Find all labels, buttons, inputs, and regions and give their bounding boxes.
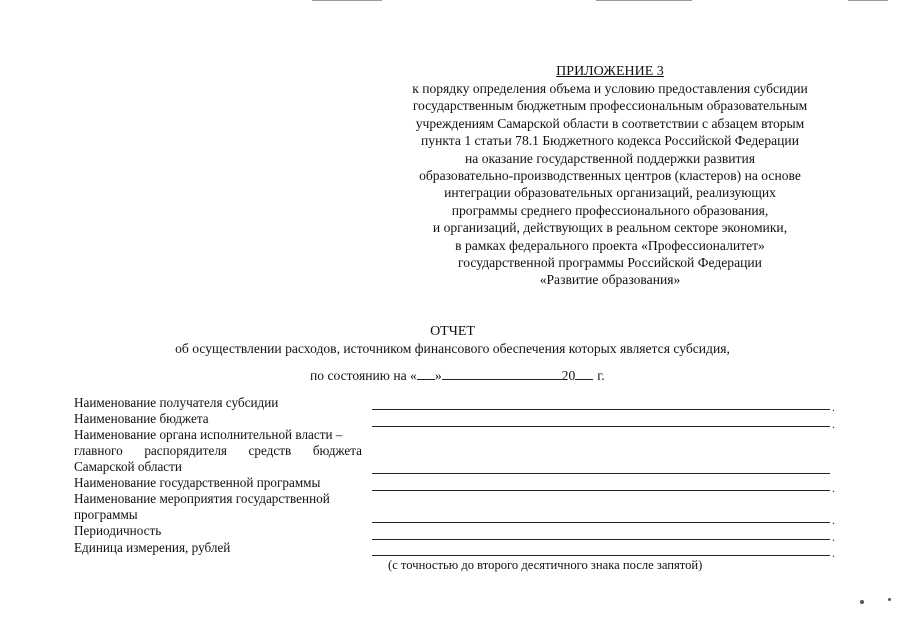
report-subtitle: об осуществлении расходов, источником финансового обеспечения которых является субсидия, <box>175 341 730 356</box>
appendix-line: учреждениям Самарской области в соответствии с абзацем вторым <box>415 115 805 131</box>
appendix-line: на оказание государственной поддержки развития <box>465 150 755 166</box>
date-year: 20 <box>561 368 576 383</box>
appendix-line: интеграции образовательных организаций, реализующих <box>444 185 776 201</box>
date-suffix: г. <box>597 368 605 383</box>
appendix-line: государственным бюджетным профессиональным образовательным <box>412 98 808 114</box>
label-periodicity: Периодичность <box>74 523 162 538</box>
label-recipient: Наименование получателя субсидии <box>74 395 279 410</box>
appendix-description <box>380 80 840 289</box>
periodicity-fill-line[interactable] <box>372 539 830 540</box>
line-end-dot: . <box>832 546 835 560</box>
appendix-line: к порядку определения объема и условию предоставления субсидии <box>412 81 808 96</box>
authority-fill-line[interactable] <box>372 473 830 474</box>
appendix-line: государственной программы Российской Федерации <box>458 255 762 271</box>
scan-artifact <box>596 0 692 1</box>
appendix-line: программы среднего профессионального образования, <box>451 202 769 218</box>
label-authority-line3: Самарской области <box>74 459 182 474</box>
appendix-line: в рамках федерального проекта «Профессионалитет» <box>455 237 765 253</box>
scan-artifact <box>860 600 864 604</box>
line-end-dot: . <box>832 481 835 495</box>
appendix-line: «Развитие образования» <box>539 272 681 288</box>
month-blank[interactable] <box>442 366 562 380</box>
label-unit: Единица измерения, рублей <box>74 540 231 555</box>
line-end-dot: . <box>832 513 835 527</box>
date-mid: » <box>434 368 442 383</box>
label-event-line2: программы <box>74 507 138 522</box>
appendix-title: ПРИЛОЖЕНИЕ 3 <box>556 64 664 79</box>
line-end-dot: . <box>832 530 835 544</box>
line-end-dot: . <box>832 417 835 431</box>
precision-note: (с точностью до второго десятичного знака после запятой) <box>388 558 703 572</box>
budget-fill-line[interactable] <box>372 426 830 427</box>
program-fill-line[interactable] <box>372 490 830 491</box>
label-program: Наименование государственной программы <box>74 475 321 490</box>
label-budget: Наименование бюджета <box>74 411 209 426</box>
label-authority-line2: главного распорядителя средств бюджета <box>74 443 362 458</box>
report-title: ОТЧЕТ <box>430 324 475 339</box>
event-fill-line[interactable] <box>372 522 830 523</box>
appendix-line: и организаций, действующих в реальном секторе экономики, <box>432 220 788 236</box>
label-event-line1: Наименование мероприятия государственной <box>74 491 330 506</box>
year-blank[interactable] <box>575 366 593 380</box>
date-prefix: по состоянию на « <box>310 368 417 383</box>
appendix-line: образовательно-производственных центров (кластеров) на основе <box>419 168 801 184</box>
appendix-line: пункта 1 статьи 78.1 Бюджетного кодекса Российской Федерации <box>421 133 799 149</box>
scan-artifact <box>312 0 382 1</box>
line-end-dot: . <box>832 400 835 414</box>
unit-fill-line[interactable] <box>372 555 830 556</box>
recipient-fill-line[interactable] <box>372 409 830 410</box>
scan-artifact <box>848 0 888 1</box>
day-blank[interactable] <box>417 366 435 380</box>
report-date-line <box>310 366 710 385</box>
label-authority-line1: Наименование органа исполнительной власти – <box>74 427 343 442</box>
scan-artifact <box>888 598 891 601</box>
